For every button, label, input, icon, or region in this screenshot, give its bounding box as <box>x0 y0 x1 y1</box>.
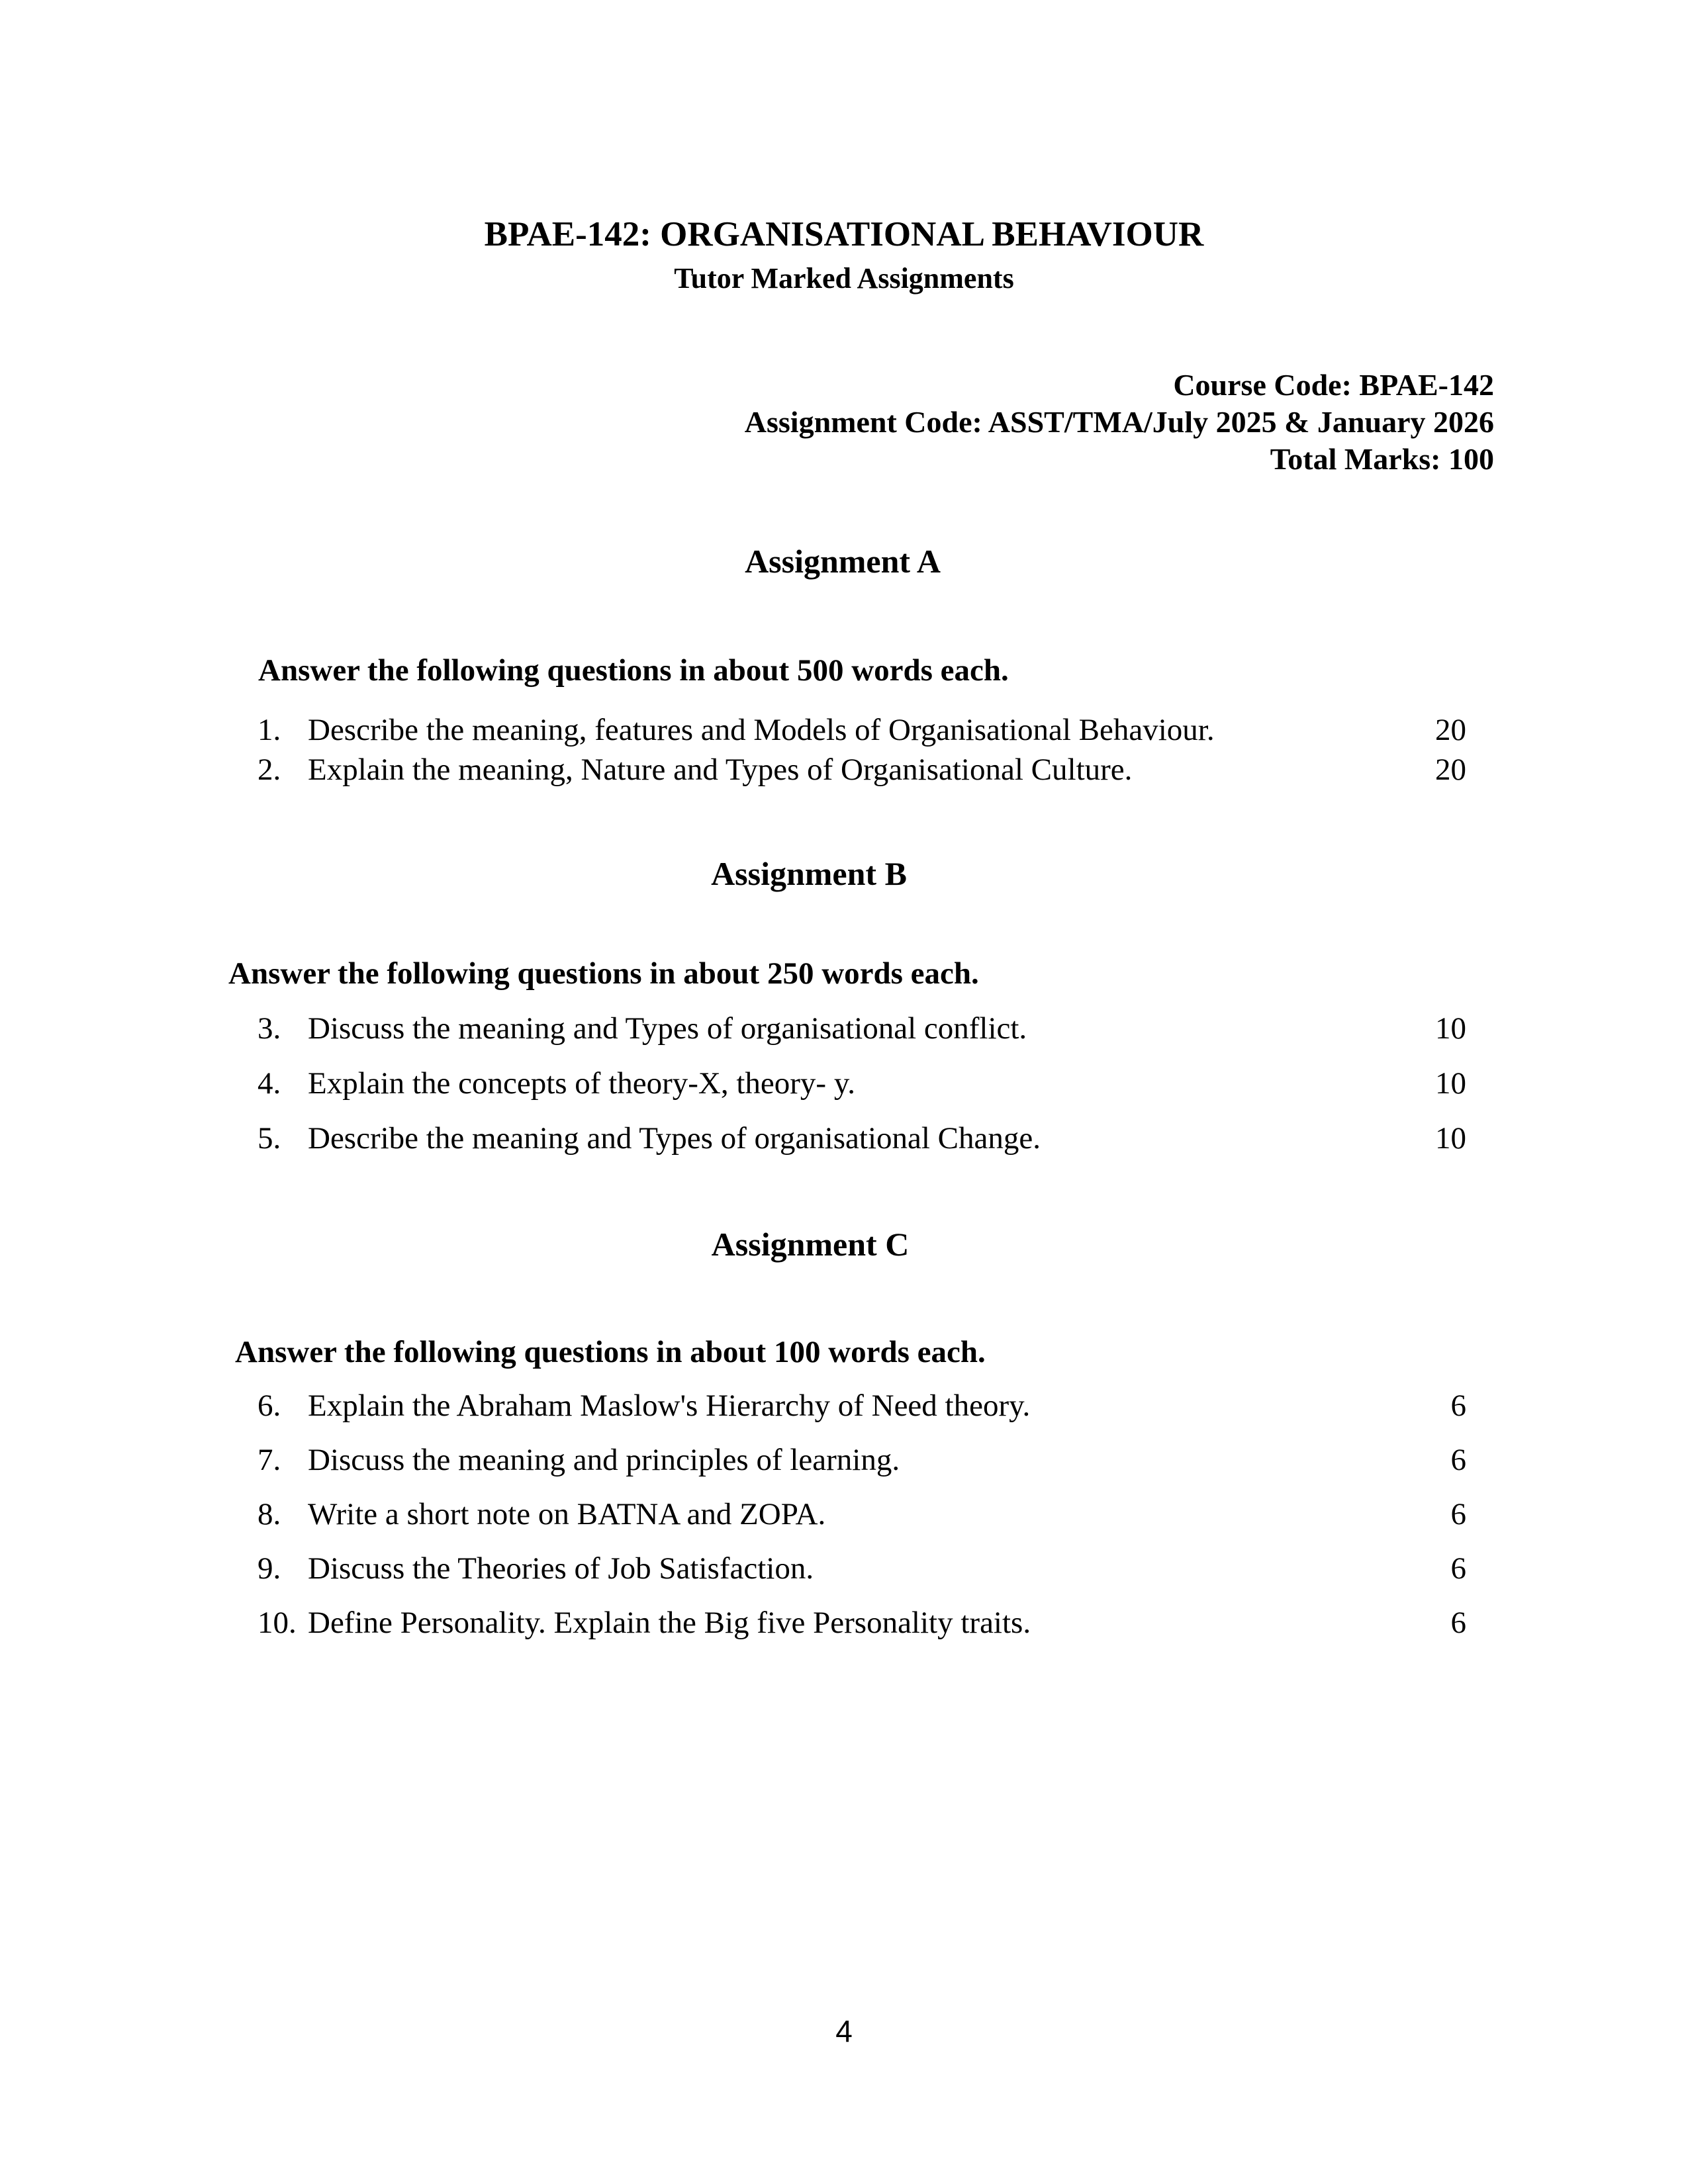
assignment-code: Assignment Code: ASST/TMA/July 2025 & January 2026 <box>744 405 1494 439</box>
question-number: 7. <box>258 1443 281 1477</box>
question-row <box>258 1553 1466 1592</box>
question-text: Describe the meaning and Types of organisational Change. <box>308 1121 1041 1156</box>
question-row <box>258 754 1466 793</box>
question-row <box>258 1445 1466 1483</box>
assignment-meta-block <box>745 367 1494 478</box>
total-marks: Total Marks: 100 <box>1270 442 1494 476</box>
question-row <box>258 1123 1466 1161</box>
question-number: 5. <box>258 1121 281 1156</box>
question-text: Explain the concepts of theory-X, theory- y. <box>308 1066 856 1101</box>
page-subtitle: Tutor Marked Assignments <box>674 262 1014 295</box>
question-marks: 10 <box>1435 1066 1466 1101</box>
question-marks: 6 <box>1450 1497 1466 1531</box>
question-marks: 20 <box>1435 713 1466 747</box>
question-marks: 6 <box>1450 1606 1466 1640</box>
question-number: 1. <box>258 713 281 747</box>
question-text: Define Personality. Explain the Big five Personality traits. <box>308 1606 1031 1640</box>
question-marks: 10 <box>1435 1121 1466 1156</box>
question-marks: 6 <box>1450 1388 1466 1423</box>
question-marks: 6 <box>1450 1551 1466 1586</box>
page-number: 4 <box>835 2014 853 2048</box>
question-row <box>258 1608 1466 1646</box>
question-row <box>258 1390 1466 1429</box>
question-text: Describe the meaning, features and Models of Organisational Behaviour. <box>308 713 1215 747</box>
question-row <box>258 1013 1466 1052</box>
section-heading-assignment-b: Assignment B <box>711 855 907 892</box>
question-text: Discuss the meaning and Types of organisational conflict. <box>308 1011 1027 1046</box>
page-title: BPAE-142: ORGANISATIONAL BEHAVIOUR <box>484 215 1204 253</box>
section-instruction-assignment-c: Answer the following questions in about 100 words each. <box>235 1335 986 1369</box>
section-heading-assignment-c: Assignment C <box>711 1226 910 1263</box>
question-number: 10. <box>258 1606 297 1640</box>
question-marks: 10 <box>1435 1011 1466 1046</box>
question-number: 6. <box>258 1388 281 1423</box>
question-text: Explain the Abraham Maslow's Hierarchy of Need theory. <box>308 1388 1031 1423</box>
question-text: Discuss the meaning and principles of learning. <box>308 1443 900 1477</box>
question-marks: 20 <box>1435 752 1466 787</box>
question-row <box>258 1068 1466 1107</box>
question-number: 3. <box>258 1011 281 1046</box>
section-instruction-assignment-a: Answer the following questions in about 500 words each. <box>258 653 1009 688</box>
question-number: 9. <box>258 1551 281 1586</box>
question-number: 2. <box>258 752 281 787</box>
question-text: Discuss the Theories of Job Satisfaction. <box>308 1551 814 1586</box>
question-text: Explain the meaning, Nature and Types of Organisational Culture. <box>308 752 1133 787</box>
question-row <box>258 1499 1466 1537</box>
question-row <box>258 715 1466 753</box>
question-text: Write a short note on BATNA and ZOPA. <box>308 1497 826 1531</box>
question-number: 4. <box>258 1066 281 1101</box>
question-number: 8. <box>258 1497 281 1531</box>
question-marks: 6 <box>1450 1443 1466 1477</box>
section-heading-assignment-a: Assignment A <box>745 543 941 580</box>
course-code: Course Code: BPAE-142 <box>1173 368 1494 402</box>
section-instruction-assignment-b: Answer the following questions in about 250 words each. <box>228 956 979 991</box>
